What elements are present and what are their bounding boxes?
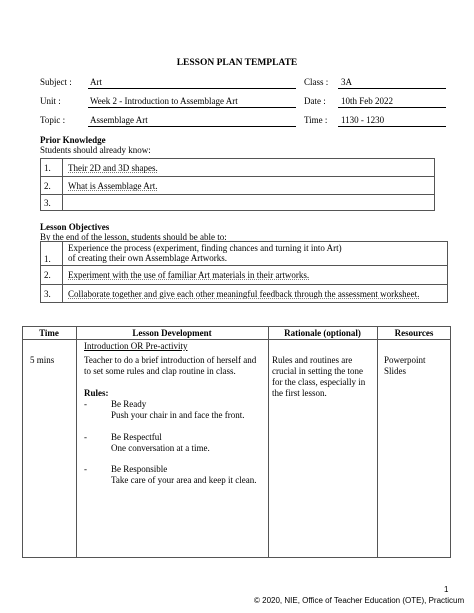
rationale-text: for the class, especially in bbox=[272, 377, 366, 387]
date-underline bbox=[338, 107, 446, 108]
unit-value: Week 2 - Introduction to Assemblage Art bbox=[90, 96, 238, 106]
objective-num: 2. bbox=[44, 270, 51, 280]
prior-item-num: 1. bbox=[44, 163, 51, 173]
resources-text: Slides bbox=[384, 366, 407, 376]
rules-heading: Rules: bbox=[84, 388, 109, 398]
col-header-time: Time bbox=[39, 328, 59, 338]
page-number: 1 bbox=[444, 585, 449, 594]
rationale-text: the first lesson. bbox=[272, 388, 327, 398]
class-value: 3A bbox=[341, 77, 352, 87]
rule-bullet: - bbox=[84, 432, 87, 442]
objectives-row-line bbox=[40, 265, 448, 266]
subject-label: Subject : bbox=[40, 77, 72, 87]
objectives-heading: Lesson Objectives bbox=[40, 222, 110, 232]
rule-bullet: - bbox=[84, 464, 87, 474]
prior-item-num: 3. bbox=[44, 198, 51, 208]
objective-text: Experience the process (experiment, finding chances and turning it into Art) bbox=[68, 243, 342, 253]
rule-bullet: - bbox=[84, 399, 87, 409]
subject-underline bbox=[88, 88, 296, 89]
objectives-table-divider bbox=[62, 241, 63, 303]
objectives-intro: By the end of the lesson, students should be able to: bbox=[40, 232, 227, 242]
unit-label: Unit : bbox=[40, 96, 61, 106]
prior-item-num: 2. bbox=[44, 181, 51, 191]
objective-text: of creating their own Assemblage Artworks. bbox=[68, 253, 227, 263]
lesson-col-divider bbox=[377, 326, 378, 558]
rule-title: Be Ready bbox=[111, 399, 147, 409]
rationale-text: Rules and routines are bbox=[272, 355, 353, 365]
rule-title: Be Respectful bbox=[111, 432, 162, 442]
prior-row-line bbox=[40, 176, 435, 177]
lesson-col-divider bbox=[268, 326, 269, 558]
topic-value: Assemblage Art bbox=[90, 115, 148, 125]
prior-item-text: Their 2D and 3D shapes. bbox=[68, 163, 158, 173]
rule-detail: One conversation at a time. bbox=[111, 443, 210, 453]
rule-title: Be Responsible bbox=[111, 464, 168, 474]
page-title: LESSON PLAN TEMPLATE bbox=[176, 58, 298, 68]
objective-text: Collaborate together and give each other meaningful feedback through the assessment worksheet. bbox=[68, 289, 420, 299]
dev-text: to set some rules and clap routine in class. bbox=[84, 366, 236, 376]
col-header-lesson-development: Lesson Development bbox=[132, 328, 212, 338]
date-label: Date : bbox=[304, 96, 326, 106]
time-label: Time : bbox=[304, 115, 328, 125]
subject-value: Art bbox=[90, 77, 102, 87]
topic-label: Topic : bbox=[40, 115, 66, 125]
prior-heading: Prior Knowledge bbox=[40, 135, 106, 145]
time-cell: 5 mins bbox=[30, 355, 55, 365]
objectives-row-line bbox=[40, 284, 448, 285]
rule-detail: Push your chair in and face the front. bbox=[111, 410, 245, 420]
resources-text: Powerpoint bbox=[384, 355, 426, 365]
unit-underline bbox=[88, 107, 296, 108]
col-header-rationale: Rationale (optional) bbox=[284, 328, 361, 338]
lesson-header-line bbox=[22, 339, 451, 340]
prior-intro: Students should already know: bbox=[40, 145, 151, 155]
class-label: Class : bbox=[304, 77, 329, 87]
objective-num: 3. bbox=[44, 289, 51, 299]
date-value: 10th Feb 2022 bbox=[341, 96, 394, 106]
rule-detail: Take care of your area and keep it clean. bbox=[111, 475, 257, 485]
time-underline bbox=[338, 126, 446, 127]
col-header-resources: Resources bbox=[394, 328, 434, 338]
time-value: 1130 - 1230 bbox=[341, 115, 385, 125]
lesson-col-divider bbox=[76, 326, 77, 558]
class-underline bbox=[338, 88, 446, 89]
prior-table-divider bbox=[62, 158, 63, 211]
topic-underline bbox=[88, 126, 296, 127]
dev-text: Teacher to do a brief introduction of herself and bbox=[84, 355, 257, 365]
prior-row-line bbox=[40, 194, 435, 195]
section-title: Introduction OR Pre-activity bbox=[84, 341, 188, 351]
rationale-text: crucial in setting the tone bbox=[272, 366, 363, 376]
footer-copyright: © 2020, NIE, Office of Teacher Education (OTE), Practicum bbox=[254, 596, 465, 605]
objective-num: 1. bbox=[44, 254, 51, 264]
prior-item-text: What is Assemblage Art. bbox=[68, 181, 158, 191]
objective-text: Experiment with the use of familiar Art materials in their artworks. bbox=[68, 270, 310, 280]
